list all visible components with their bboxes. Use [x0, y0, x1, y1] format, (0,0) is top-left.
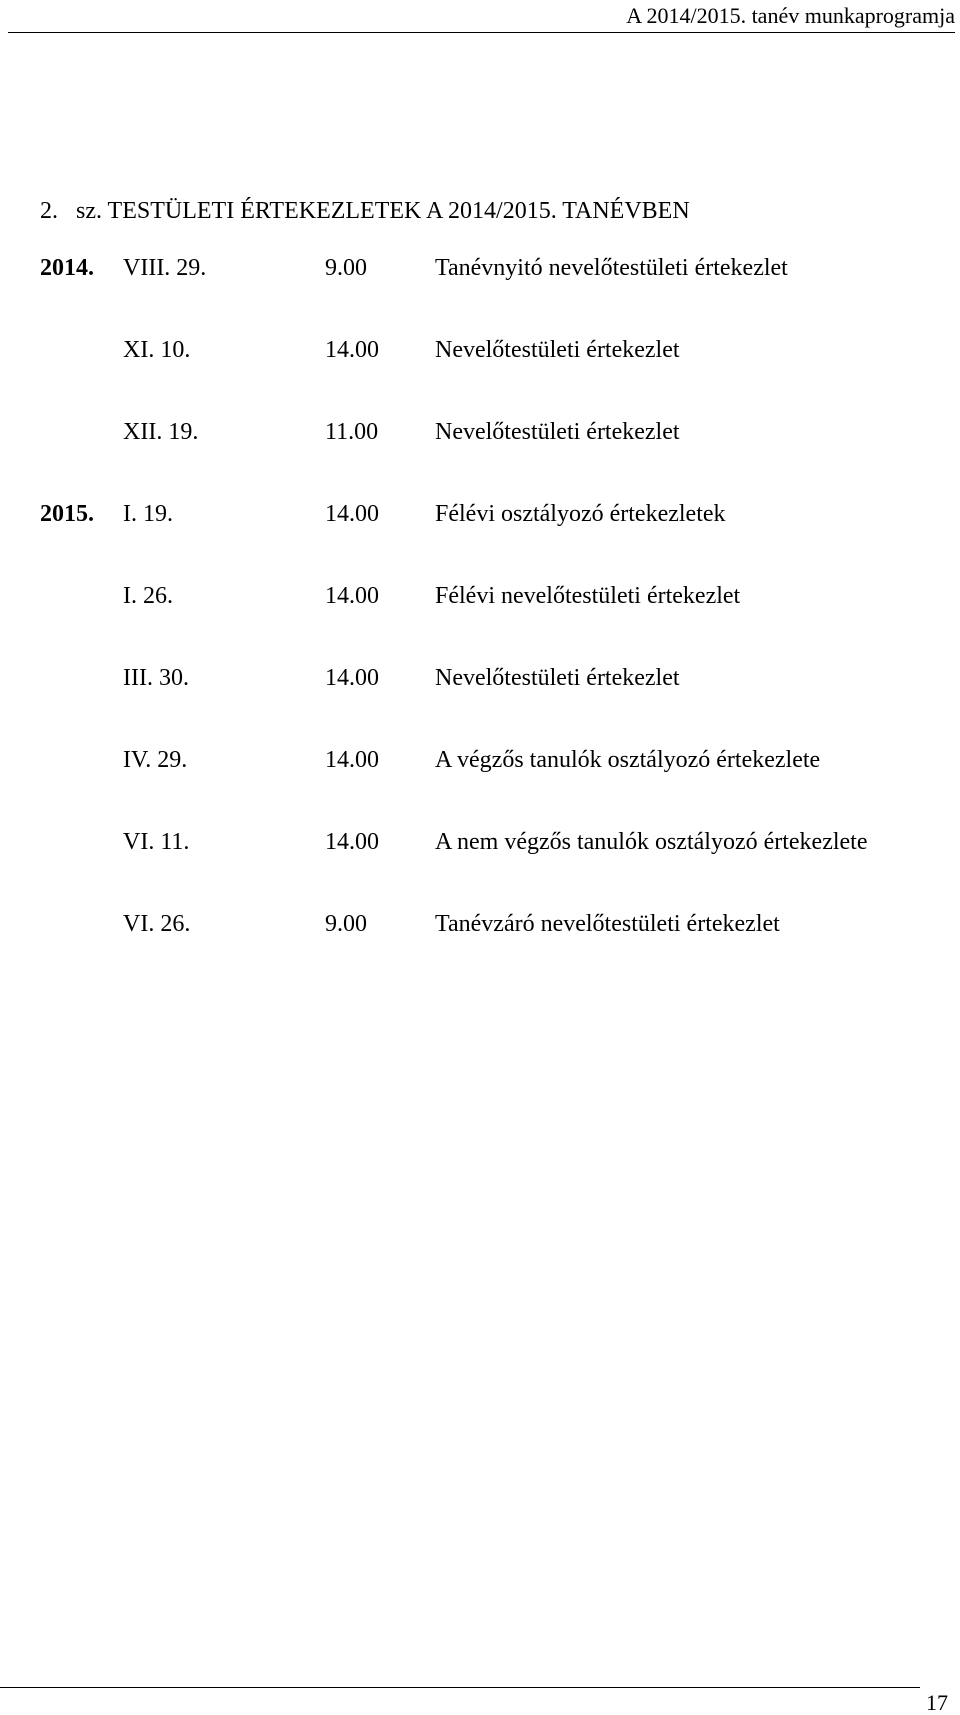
meeting-event: Tanévzáró nevelőtestületi értekezlet — [435, 911, 780, 937]
meeting-event: Nevelőtestületi értekezlet — [435, 419, 680, 445]
meeting-event: Tanévnyitó nevelőtestületi értekezlet — [435, 255, 788, 281]
meeting-date: VIII. 29. — [123, 255, 207, 281]
meeting-date: III. 30. — [123, 665, 189, 691]
meeting-time: 14.00 — [325, 501, 379, 527]
meeting-date: XI. 10. — [123, 337, 191, 363]
meeting-date: XII. 19. — [123, 419, 199, 445]
meeting-time: 14.00 — [325, 337, 379, 363]
meeting-event: Félévi nevelőtestületi értekezlet — [435, 583, 741, 609]
meeting-year: 2015. — [40, 501, 94, 527]
header-rule — [8, 32, 955, 33]
meeting-date: I. 26. — [123, 583, 173, 609]
section-number: 2. — [40, 198, 58, 224]
meeting-time: 9.00 — [325, 255, 367, 281]
meeting-time: 9.00 — [325, 911, 367, 937]
meeting-date: VI. 11. — [123, 829, 190, 855]
meeting-time: 14.00 — [325, 747, 379, 773]
running-header: A 2014/2015. tanév munkaprogramja — [626, 3, 955, 28]
footer-rule — [0, 1687, 920, 1688]
meeting-event: A végzős tanulók osztályozó értekezlete — [435, 747, 821, 773]
meeting-year: 2014. — [40, 255, 94, 281]
meeting-time: 14.00 — [325, 665, 379, 691]
meeting-time: 14.00 — [325, 829, 379, 855]
section-title — [40, 197, 690, 225]
meeting-event: Félévi osztályozó értekezletek — [435, 501, 726, 527]
meeting-event: Nevelőtestületi értekezlet — [435, 337, 680, 363]
meeting-date: IV. 29. — [123, 747, 188, 773]
meeting-event: Nevelőtestületi értekezlet — [435, 665, 680, 691]
section-title-text: sz. TESTÜLETI ÉRTEKEZLETEK A 2014/2015. TANÉVBEN — [76, 198, 690, 224]
meeting-time: 11.00 — [325, 419, 379, 445]
meeting-date: VI. 26. — [123, 911, 191, 937]
page-number: 17 — [926, 1690, 948, 1715]
meeting-date: I. 19. — [123, 501, 173, 527]
meeting-event: A nem végzős tanulók osztályozó értekezlete — [435, 829, 868, 855]
meeting-time: 14.00 — [325, 583, 379, 609]
